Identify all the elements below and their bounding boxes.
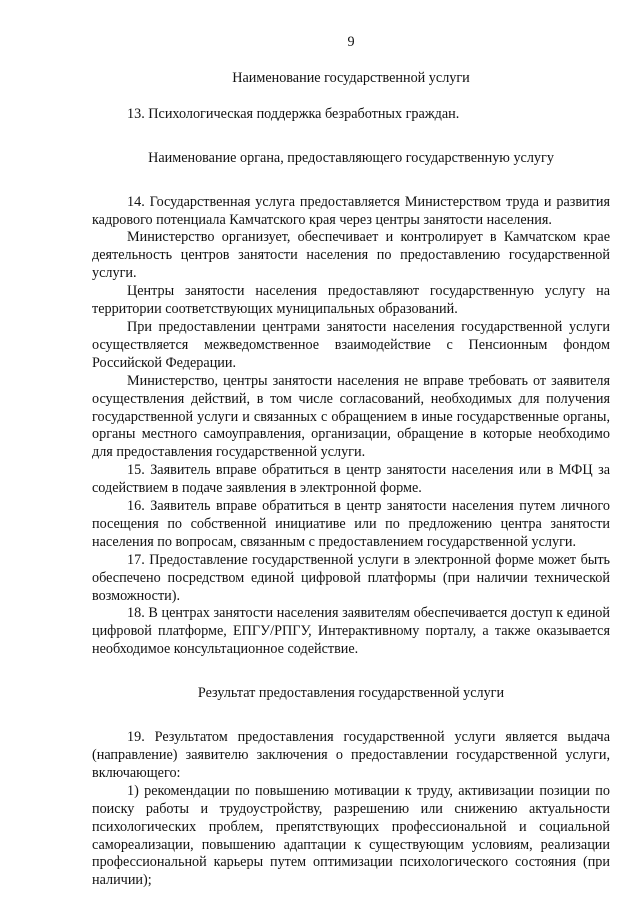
paragraph-18: 18. В центрах занятости населения заявителям обеспечивается доступ к единой цифровой платформе, ЕПГУ/РПГУ, Интерактивному порталу, а также оказывается необходимое консультационное содействие.	[92, 605, 610, 658]
page-number: 9	[347, 34, 355, 50]
paragraph-15: 15. Заявитель вправе обратиться в центр занятости населения или в МФЦ за содействием в подаче заявления в электронной форме.	[92, 462, 610, 497]
section-heading-service-name: Наименование государственной услуги	[232, 69, 470, 86]
paragraph-ministry-organizes: Министерство организует, обеспечивает и контролирует в Камчатском крае деятельность центров занятости населения по предоставлению государственной услуги.	[92, 229, 610, 282]
paragraph-19: 19. Результатом предоставления государственной услуги является выдача (направление) заявителю заключения о предоставлении государственной услуги, включающего:	[92, 729, 610, 781]
paragraph-14: 14. Государственная услуга предоставляется Министерством труда и развития кадрового потенциала Камчатского края через центры занятости населения.	[92, 193, 610, 228]
spacer	[92, 168, 610, 194]
spacer	[92, 88, 610, 106]
paragraph-no-requirements: Министерство, центры занятости населения не вправе требовать от заявителя осуществления действий, в том числе согласований, необходимых для получения государственной услуги и связанных с обращением в иные государственные органы, органы местного самоуправления, организации, обращение в которые необходимо для предоставления государственной услуги.	[92, 372, 610, 461]
paragraph-17: 17. Предоставление государственной услуги в электронной форме может быть обеспечено посредством единой цифровой платформы (при наличии технической возможности).	[92, 551, 610, 604]
spacer	[92, 124, 610, 150]
spacer	[92, 659, 610, 685]
document-page	[92, 34, 610, 890]
paragraph-19-item-1: 1) рекомендации по повышению мотивации к труду, активизации позиции по поиску работы и трудоустройству, разрешению или снижению актуальности психологических проблем, препятствующих профессиональной и социальной самореализации, повышению адаптации к существующим условиям, реализации профессиональной карьеры путем оптимизации психологического состояния (при наличии);	[92, 782, 610, 889]
paragraph-13: 13. Психологическая поддержка безработных граждан.	[127, 105, 460, 122]
section-heading-result: Результат предоставления государственной услуги	[197, 685, 505, 702]
section-heading-authority: Наименование органа, предоставляющего государственную услугу	[148, 149, 554, 166]
paragraph-interagency: При предоставлении центрами занятости населения государственной услуги осуществляется межведомственное взаимодействие с Пенсионным фондом Российской Федерации.	[92, 318, 610, 371]
paragraph-centers-provide: Центры занятости населения предоставляют государственную услугу на территории соответствующих муниципальных образований.	[92, 283, 610, 318]
paragraph-16: 16. Заявитель вправе обратиться в центр занятости населения путем личного посещения по собственной инициативе или по предложению центра занятости населения по вопросам, связанным с предоставлением государственной услуги.	[92, 498, 610, 550]
spacer	[92, 703, 610, 729]
